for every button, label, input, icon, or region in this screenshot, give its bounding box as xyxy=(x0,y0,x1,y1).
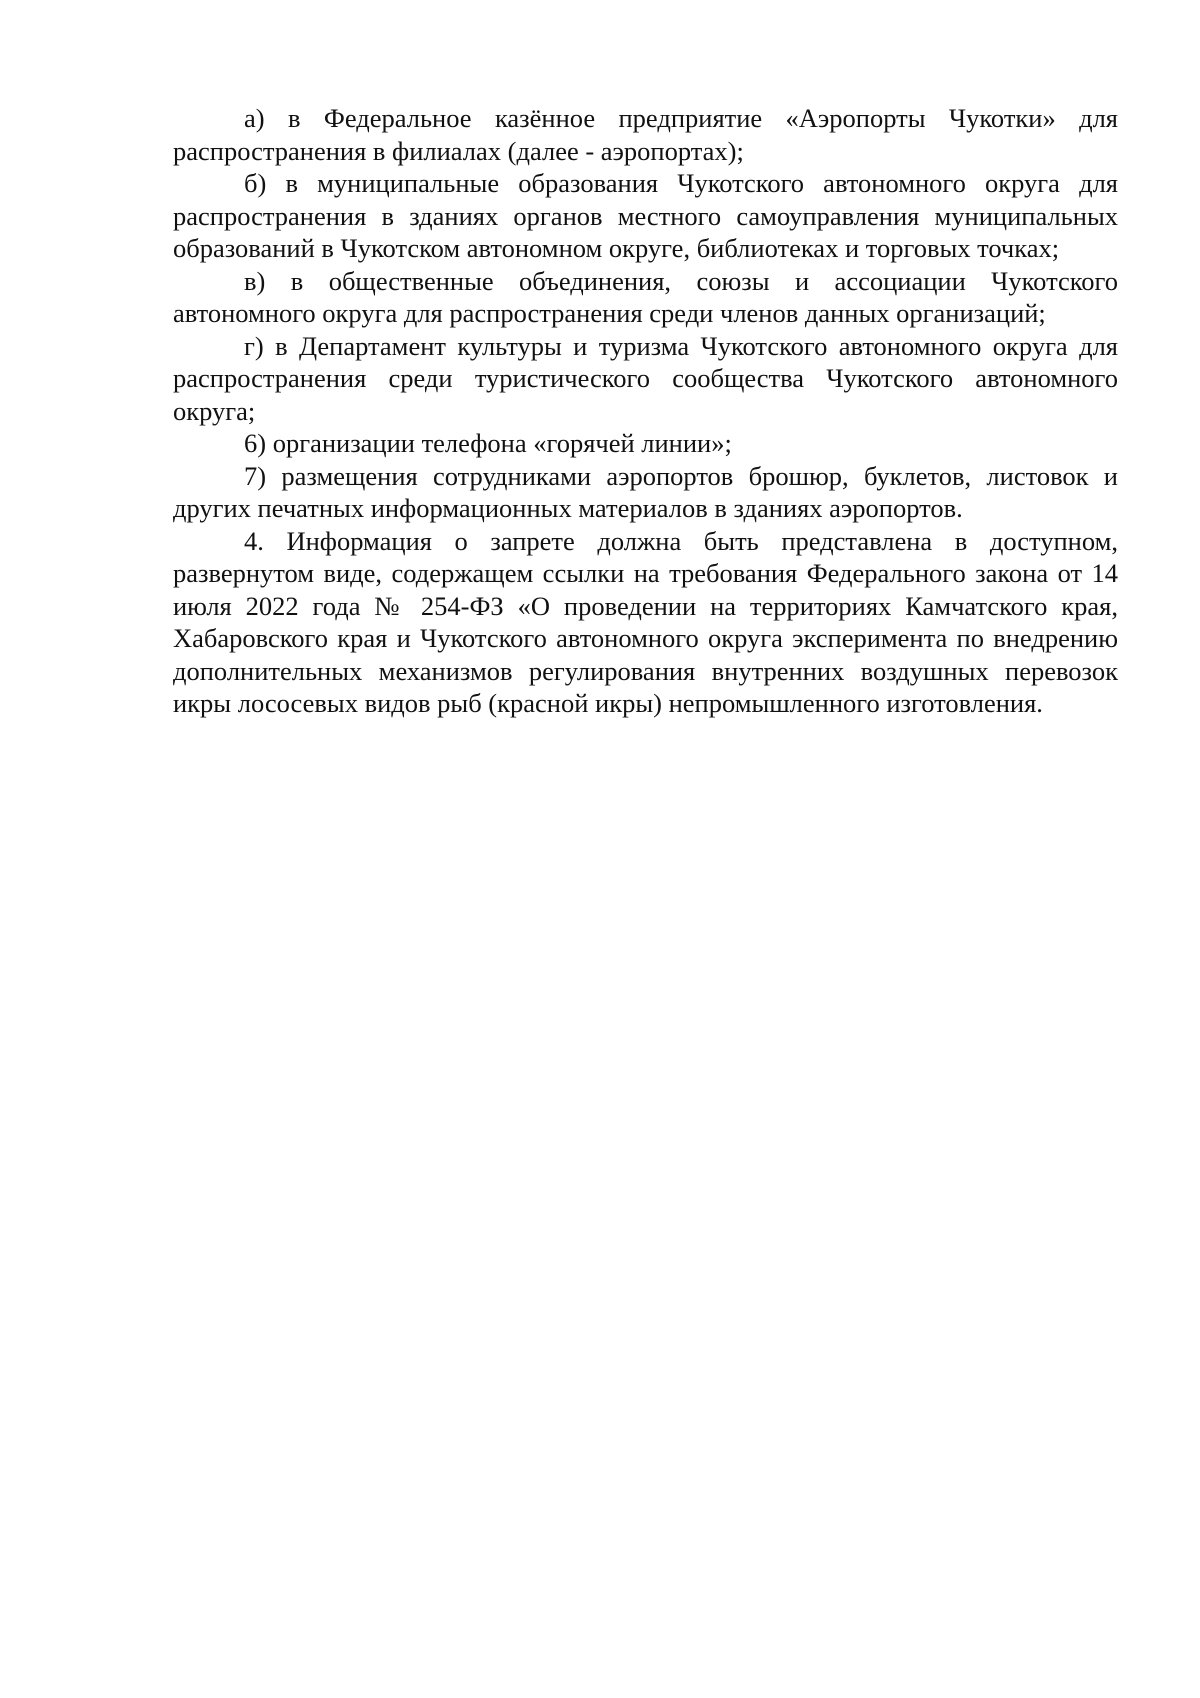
paragraph-item-6: 6) организации телефона «горячей линии»; xyxy=(244,428,732,458)
paragraph-item-a: а) в Федеральное казённое предприятие «Аэропорты Чукотки» для распространения в филиалах (далее - аэропортах); xyxy=(173,103,1118,166)
paragraph-section-4: 4. Информация о запрете должна быть представлена в доступном, развернутом виде, содержащем ссылки на требования Федерального закона от 14 июля 2022 года № 254-ФЗ «О проведении на территориях Камчатского края, Хабаровского края и Чукотского автономного округа эксперимента по внедрению дополнительных механизмов регулирования внутренних воздушных перевозок икры лососевых видов рыб (красной икры) непромышленного изготовления. xyxy=(173,525,1118,718)
paragraph-item-g: г) в Департамент культуры и туризма Чукотского автономного округа для распространения среди туристического сообщества Чукотского автономного округа; xyxy=(173,330,1118,426)
document-body xyxy=(173,102,1118,720)
paragraph-item-b: б) в муниципальные образования Чукотского автономного округа для распространения в зданиях органов местного самоуправления муниципальных образований в Чукотском автономном округе, библиотеках и торговых точках; xyxy=(173,168,1118,263)
paragraph-item-7: 7) размещения сотрудниками аэропортов брошюр, буклетов, листовок и других печатных информационных материалов в зданиях аэропортов. xyxy=(173,460,1118,523)
paragraph-item-v: в) в общественные объединения, союзы и ассоциации Чукотского автономного округа для распространения среди членов данных организаций; xyxy=(173,265,1118,328)
